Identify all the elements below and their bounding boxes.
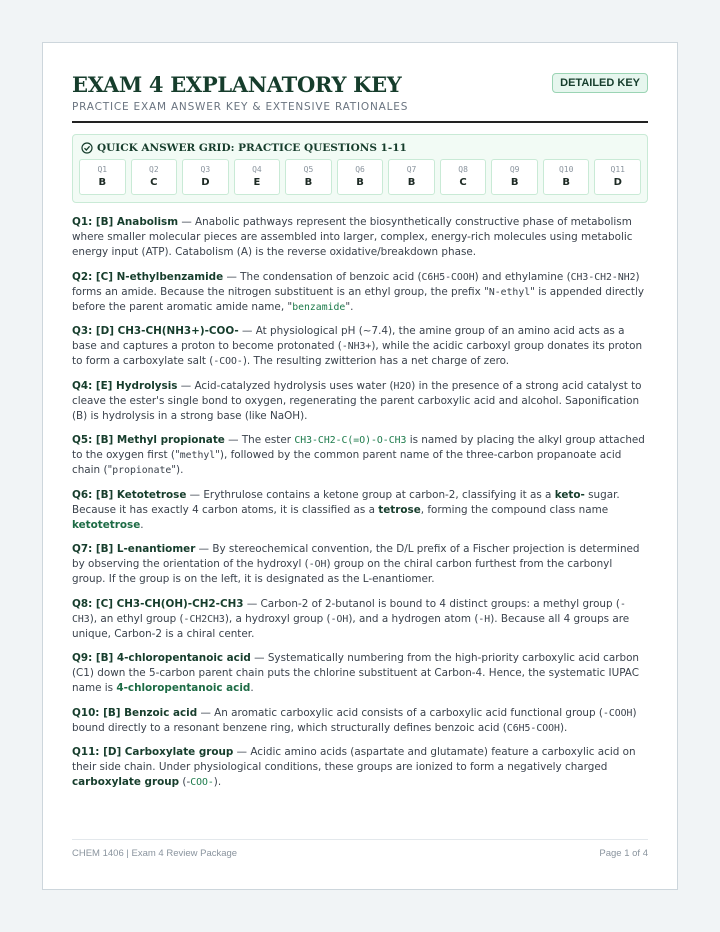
footer-page-number: Page 1 of 4 (599, 848, 648, 859)
chemical-formula: -NH3+ (341, 341, 372, 352)
answer-rationale (72, 651, 648, 696)
answer-key-page (42, 42, 678, 890)
cell-question: Q7 (406, 165, 417, 174)
chemical-formula: N-ethyl (488, 286, 531, 298)
rationale-text: ) and ethylamine ( (474, 270, 571, 283)
cell-question: Q1 (97, 165, 108, 174)
answer-cell (440, 159, 487, 195)
rationale-text: keto- (554, 488, 585, 501)
page-subtitle: PRACTICE EXAM ANSWER KEY & EXTENSIVE RATIONALES (72, 101, 409, 113)
cell-question: Q6 (355, 165, 365, 174)
answer-cell (491, 159, 538, 195)
rationale-text: — An aromatic carboxylic acid consists of a carboxylic acid functional group ( (197, 706, 603, 719)
cell-question: Q9 (509, 165, 520, 174)
cell-question: Q10 (558, 165, 574, 174)
cell-answer: B (98, 177, 107, 188)
answer-heading: Q4: [E] Hydrolysis (72, 379, 178, 392)
chemical-formula: C6H5-COOH (506, 722, 560, 734)
answer-heading: Q3: [D] CH3-CH(NH3+)-COO- (72, 325, 239, 337)
answer-cell (131, 159, 178, 195)
answer-rationale (72, 270, 648, 315)
answer-heading: Q7: [B] L-enantiomer (72, 543, 196, 555)
answer-heading: Q11: [D] Carboxylate group (72, 746, 234, 758)
rationale-text: , forming the compound class name (420, 503, 609, 516)
answer-heading: Q6: [B] Ketotetrose (72, 488, 187, 501)
cell-question: Q3 (200, 165, 211, 174)
check-circle-icon (81, 142, 93, 154)
answer-cell (182, 159, 229, 195)
chemical-formula: -OH (308, 559, 327, 570)
header-divider (72, 121, 648, 123)
rationale-text: . (140, 518, 144, 531)
chemical-formula: -CH3 (72, 598, 626, 625)
rationale-text: — By stereochemical convention, the D/L prefix of a Fischer projection is determined by observing the orientation of the hydroxyl ( (72, 543, 640, 570)
rationale-text: 4-chloropentanoic acid (116, 682, 251, 694)
chemical-formula: COO- (190, 777, 214, 788)
rationale-text: ) forms an amide. Because the nitrogen substituent is an ethyl group, the prefix " (72, 270, 640, 298)
rationale-text: ) group on the chiral carbon furthest from the carbonyl group. If the group is on the left, it is designated as the L-enantiomer. (72, 558, 613, 585)
answer-rationale (72, 215, 648, 260)
answer-rationale (72, 542, 648, 587)
rationale-text: — Carbon-2 of 2-butanol is bound to 4 distinct groups: a methyl group ( (243, 597, 620, 610)
cell-answer: B (407, 177, 416, 188)
rationale-text: ), and a hydrogen atom ( (348, 612, 479, 625)
cell-answer: B (304, 177, 313, 188)
rationale-text: — Anabolic pathways represent the biosynthetically constructive phase of metabolism where smaller molecular pieces are assembled into larger, complex, energy-rich molecules using metabolic energy input (ATP). Catabolism (A) is the reverse oxidative/breakdown phase. (72, 216, 633, 258)
answer-rationale (72, 324, 648, 369)
rationale-text: tetrose (378, 503, 421, 516)
rationale-text: ). Because all 4 groups are unique, Carbon-2 is a chiral center. (72, 612, 630, 640)
answer-heading: Q5: [B] Methyl propionate (72, 434, 225, 446)
grid-title: QUICK ANSWER GRID: PRACTICE QUESTIONS 1-11 (97, 142, 407, 154)
rationale-text: "), followed by the common parent name of the three-carbon propanoate acid chain (" (72, 449, 622, 476)
chemical-formula: methyl (179, 450, 216, 461)
answer-cell (285, 159, 332, 195)
answer-cell (234, 159, 281, 195)
rationale-text: is named by placing the alkyl group attached to the oxygen first (" (72, 434, 645, 461)
rationale-text: — At physiological pH (~7.4), the amine group of an amino acid acts as a base and captures a proton to become protonated ( (72, 325, 625, 352)
chemical-formula: C6H5-COOH (421, 271, 475, 283)
answer-cell (594, 159, 641, 195)
chemical-formula: propionate (112, 465, 172, 476)
footer-course: CHEM 1406 | Exam 4 Review Package (72, 848, 238, 859)
header (72, 73, 648, 113)
chemical-formula: CH3-CH2-NH2 (570, 271, 636, 283)
chemical-formula: -CH2CH3 (183, 613, 225, 625)
answer-heading: Q9: [B] 4-chloropentanoic acid (72, 652, 251, 664)
answer-heading: Q10: [B] Benzoic acid (72, 706, 198, 719)
detailed-key-badge: DETAILED KEY (552, 73, 648, 93)
chemical-formula: benzamide (292, 301, 346, 313)
answer-rationale (72, 597, 648, 642)
answer-cell (543, 159, 590, 195)
answer-heading: Q8: [C] CH3-CH(OH)-CH2-CH3 (72, 597, 244, 610)
rationale-text: ), a hydroxyl group ( (224, 612, 331, 625)
cell-answer: B (510, 177, 519, 188)
answer-rationale (72, 706, 648, 736)
answer-heading: Q1: [B] Anabolism (72, 216, 179, 228)
rationale-text: ketotetrose (72, 518, 141, 531)
rationale-text: "). (171, 464, 184, 476)
rationale-text: " is appended directly before the parent aromatic amide name, " (72, 285, 644, 313)
answer-cell (337, 159, 384, 195)
cell-question: Q2 (149, 165, 159, 174)
rationale-text: — Acid-catalyzed hydrolysis uses water ( (177, 379, 394, 392)
cell-answer: D (613, 177, 622, 188)
answer-cell (388, 159, 435, 195)
answer-cells (79, 159, 641, 195)
cell-answer: C (150, 177, 158, 188)
answer-rationale (72, 379, 648, 424)
chemical-formula: CH3-CH2-C(=O)-O-CH3 (294, 435, 407, 446)
cell-question: Q11 (610, 165, 625, 174)
rationale-text: — The ester (224, 434, 295, 446)
rationale-text: — Acidic amino acids (aspartate and glutamate) feature a carboxylic acid on their side chain. Under physiological conditions, these groups are ionized to form a negatively charged (72, 746, 636, 773)
rationale-text: ) bound directly to a resonant benzene ring, which structurally defines benzoic acid ( (72, 706, 637, 734)
rationale-text: ). (559, 721, 568, 734)
rationale-text: ), an ethyl group ( (89, 612, 184, 625)
rationale-text: ). (213, 776, 222, 788)
cell-answer: C (459, 177, 467, 188)
cell-question: Q4 (252, 165, 262, 174)
rationale-text: — Erythrulose contains a ketone group at carbon-2, classifying it as a (186, 488, 555, 501)
answer-heading: Q2: [C] N-ethylbenzamide (72, 270, 224, 283)
cell-answer: B (562, 177, 570, 188)
rationale-text: ". (345, 300, 354, 313)
answer-rationales (72, 215, 648, 790)
rationale-text: ) in the presence of a strong acid catalyst to cleave the ester's single bond to oxygen, regenerating the parent carboxylic acid and alcohol. Saponification (B) is hydrolysis in a strong base (like NaOH). (72, 379, 642, 422)
cell-answer: B (356, 177, 364, 188)
quick-answer-grid (72, 134, 648, 203)
chemical-formula: H2O (393, 380, 412, 392)
rationale-text: sugar. Because it has exactly 4 carbon atoms, it is classified as a (72, 488, 620, 516)
rationale-text: . (250, 682, 254, 694)
answer-cell (79, 159, 126, 195)
rationale-text: — The condensation of benzoic acid ( (223, 270, 422, 283)
rationale-text: (- (179, 776, 191, 788)
cell-question: Q8 (458, 165, 468, 174)
answer-rationale (72, 433, 648, 478)
cell-answer: D (201, 177, 210, 188)
footer (72, 839, 648, 859)
cell-answer: E (253, 177, 261, 188)
rationale-text: ). The resulting zwitterion has a net charge of zero. (242, 355, 510, 367)
cell-question: Q5 (303, 165, 314, 174)
chemical-formula: -COOH (602, 707, 633, 719)
chemical-formula: -COO- (213, 356, 243, 367)
answer-rationale (72, 745, 648, 790)
chemical-formula: -H (478, 613, 491, 625)
rationale-text: carboxylate group (72, 776, 180, 788)
rationale-text: ), while the acidic carboxyl group donates its proton to form a carboxylate salt ( (72, 340, 643, 367)
answer-rationale (72, 488, 648, 533)
page-title: EXAM 4 EXPLANATORY KEY (72, 72, 402, 97)
chemical-formula: -OH (330, 613, 349, 625)
rationale-text: — Systematically numbering from the high-priority carboxylic acid carbon (C1) down the 5-carbon parent chain puts the chlorine substituent at Carbon-4. Hence, the systematic IUPAC name is (72, 652, 640, 694)
